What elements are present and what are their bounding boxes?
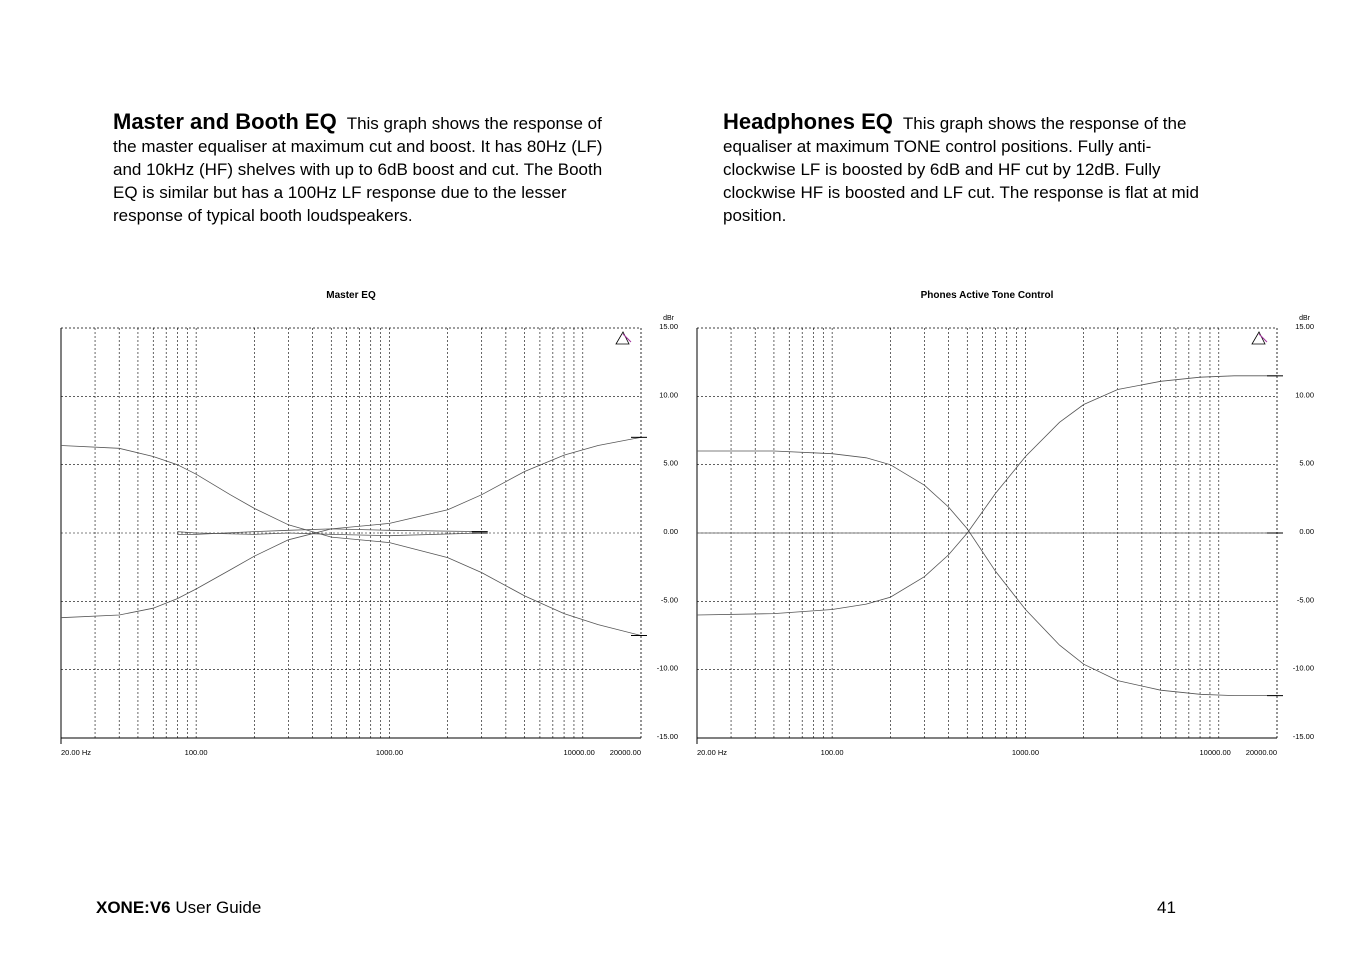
headphones-eq-description: This graph shows the response of the equaliser at maximum TONE control positions. Fully anti-clockwise LF is boosted by 6dB and HF cut by 12dB. Fully clockwise HF is boosted and LF cut. The response is flat at mid position. bbox=[723, 114, 1199, 225]
master-eq-heading: Master and Booth EQ bbox=[113, 109, 337, 134]
y-tick-label: 10.00 bbox=[1295, 390, 1314, 400]
x-tick-label: 100.00 bbox=[820, 748, 844, 757]
x-tick-label: 1000.00 bbox=[1011, 748, 1040, 757]
master-eq-section bbox=[113, 110, 603, 227]
headphones-eq-section bbox=[723, 110, 1213, 227]
y-axis-unit-label: dBr bbox=[1299, 315, 1310, 322]
y-axis-unit-label: dBr bbox=[663, 315, 674, 322]
y-tick-label: -15.00 bbox=[1292, 732, 1314, 741]
chart-title: Master EQ bbox=[326, 290, 376, 301]
headphones-eq-heading: Headphones EQ bbox=[723, 109, 893, 134]
x-tick-label: 20.00 Hz bbox=[697, 748, 728, 757]
series-line bbox=[177, 532, 481, 536]
y-tick-label: 0.00 bbox=[1299, 527, 1314, 536]
footer-brand: XONE:V6 bbox=[96, 898, 171, 917]
y-tick-label: 15.00 bbox=[659, 322, 678, 331]
y-tick-label: 5.00 bbox=[1299, 458, 1314, 468]
y-tick-label: -15.00 bbox=[656, 732, 678, 741]
x-tick-label: 1000.00 bbox=[375, 748, 404, 757]
y-tick-label: -10.00 bbox=[656, 663, 678, 673]
page-number: 41 bbox=[1157, 898, 1176, 917]
series-line bbox=[61, 446, 641, 636]
y-tick-label: 0.00 bbox=[663, 527, 678, 536]
master-eq-description: This graph shows the response of the master equaliser at maximum cut and boost. It has 80Hz (LF) and 10kHz (HF) shelves with up to 6dB boost and cut. The Booth EQ is similar but has a 100Hz LF response due to the lesser response of typical booth loudspeakers. bbox=[113, 114, 603, 225]
y-tick-label: 15.00 bbox=[1295, 322, 1314, 331]
x-tick-label: 100.00 bbox=[184, 748, 208, 757]
x-tick-label: 10000.00 bbox=[563, 748, 595, 757]
y-tick-label: -10.00 bbox=[1292, 663, 1314, 673]
phones-tone-chart-svg bbox=[676, 280, 1316, 770]
master-eq-chart bbox=[40, 280, 680, 770]
footer-guide-label: User Guide bbox=[170, 898, 262, 917]
y-tick-label: 5.00 bbox=[663, 458, 678, 468]
x-tick-label: 20000.00 bbox=[609, 748, 641, 757]
chart-title: Phones Active Tone Control bbox=[920, 290, 1054, 301]
footer-guide-title bbox=[96, 898, 261, 918]
series-line bbox=[61, 437, 641, 617]
series-line bbox=[697, 376, 1277, 615]
y-tick-label: 10.00 bbox=[659, 390, 678, 400]
master-eq-chart-svg bbox=[40, 280, 680, 770]
x-tick-label: 10000.00 bbox=[1199, 748, 1231, 757]
series-line bbox=[697, 451, 1277, 696]
y-tick-label: -5.00 bbox=[1296, 595, 1314, 605]
x-tick-label: 20000.00 bbox=[1245, 748, 1277, 757]
x-tick-label: 20.00 Hz bbox=[61, 748, 92, 757]
y-tick-label: -5.00 bbox=[660, 595, 678, 605]
phones-tone-chart bbox=[676, 280, 1316, 770]
